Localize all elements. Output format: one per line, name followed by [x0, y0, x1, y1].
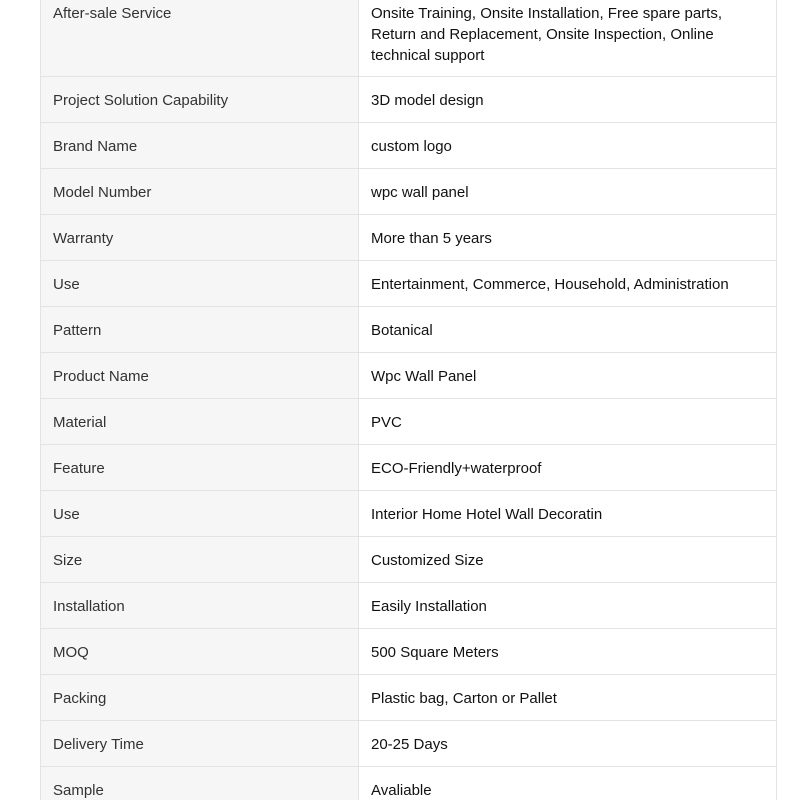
- spec-row-project-solution-capability: [41, 77, 777, 123]
- product-specs-table: [40, 0, 777, 800]
- spec-row-use-2: [41, 491, 777, 537]
- spec-label: Use: [41, 261, 359, 307]
- spec-label: Sample: [41, 767, 359, 800]
- spec-label: Product Name: [41, 353, 359, 399]
- spec-value: Botanical: [359, 307, 777, 353]
- spec-label: Pattern: [41, 307, 359, 353]
- spec-row-use: [41, 261, 777, 307]
- spec-value: wpc wall panel: [359, 169, 777, 215]
- spec-label: Installation: [41, 583, 359, 629]
- spec-row-brand-name: [41, 123, 777, 169]
- spec-label: Warranty: [41, 215, 359, 261]
- spec-row-delivery-time: [41, 721, 777, 767]
- spec-label: Brand Name: [41, 123, 359, 169]
- spec-row-size: [41, 537, 777, 583]
- spec-row-warranty: [41, 215, 777, 261]
- spec-value: Interior Home Hotel Wall Decoratin: [359, 491, 777, 537]
- spec-value: 3D model design: [359, 77, 777, 123]
- spec-row-feature: [41, 445, 777, 491]
- spec-row-packing: [41, 675, 777, 721]
- spec-value: Customized Size: [359, 537, 777, 583]
- spec-value: 500 Square Meters: [359, 629, 777, 675]
- spec-label: MOQ: [41, 629, 359, 675]
- specs-table-body: [41, 0, 777, 800]
- spec-row-material: [41, 399, 777, 445]
- spec-row-after-sale-service: [41, 0, 777, 77]
- spec-row-sample: [41, 767, 777, 800]
- spec-row-moq: [41, 629, 777, 675]
- spec-value: Plastic bag, Carton or Pallet: [359, 675, 777, 721]
- spec-label: Delivery Time: [41, 721, 359, 767]
- spec-label: Project Solution Capability: [41, 77, 359, 123]
- spec-label: Size: [41, 537, 359, 583]
- spec-row-product-name: [41, 353, 777, 399]
- spec-label: Model Number: [41, 169, 359, 215]
- spec-value: 20-25 Days: [359, 721, 777, 767]
- spec-value: Avaliable: [359, 767, 777, 800]
- spec-row-model-number: [41, 169, 777, 215]
- spec-value: ECO-Friendly+waterproof: [359, 445, 777, 491]
- spec-value: Easily Installation: [359, 583, 777, 629]
- spec-label: Use: [41, 491, 359, 537]
- spec-value: Onsite Training, Onsite Installation, Free spare parts, Return and Replacement, Onsite Inspection, Online technical support: [359, 0, 777, 77]
- spec-label: Feature: [41, 445, 359, 491]
- spec-value: PVC: [359, 399, 777, 445]
- spec-value: custom logo: [359, 123, 777, 169]
- spec-value: Wpc Wall Panel: [359, 353, 777, 399]
- spec-label: Packing: [41, 675, 359, 721]
- spec-row-installation: [41, 583, 777, 629]
- spec-row-pattern: [41, 307, 777, 353]
- spec-value: More than 5 years: [359, 215, 777, 261]
- spec-label: After-sale Service: [41, 0, 359, 77]
- spec-label: Material: [41, 399, 359, 445]
- spec-value: Entertainment, Commerce, Household, Administration: [359, 261, 777, 307]
